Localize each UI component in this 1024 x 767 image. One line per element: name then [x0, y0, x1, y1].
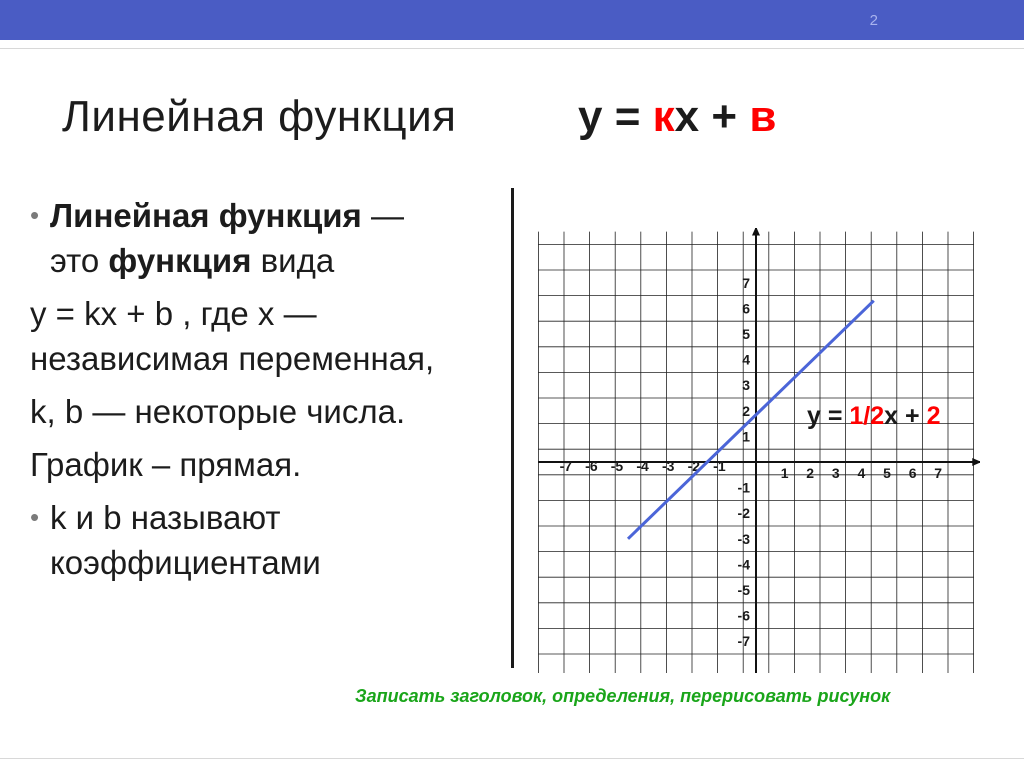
y-tick-label: -4	[737, 556, 750, 573]
x-tick-label: 2	[806, 465, 815, 481]
y-tick-label: -5	[737, 582, 750, 598]
formula-b: в	[749, 92, 777, 141]
formula-eq: =	[602, 92, 653, 141]
bullet-icon: •	[30, 502, 40, 532]
equation-plus: +	[898, 402, 927, 430]
line-chart	[530, 228, 980, 673]
y-tick-label: 6	[742, 300, 750, 317]
equation-y: y	[807, 402, 821, 430]
x-tick-label: 7	[934, 465, 943, 481]
equation-label	[807, 402, 940, 430]
instruction-note: Записать заголовок, определения, перерисовать рисунок	[355, 686, 891, 706]
y-tick-label: -7	[737, 633, 750, 650]
definition-of-form: вида	[251, 242, 335, 279]
x-tick-label: -4	[636, 458, 649, 474]
y-tick-label: 5	[742, 326, 750, 342]
y-tick-label: 4	[742, 351, 750, 368]
definition-this-is: это	[50, 242, 109, 279]
y-tick-label: -2	[737, 505, 750, 522]
equation-eq: =	[820, 402, 850, 430]
title-formula	[578, 92, 776, 142]
y-tick-label: 2	[742, 402, 750, 419]
definition-dash: —	[361, 197, 404, 234]
numbers-paragraph: k, b — некоторые числа.	[30, 393, 406, 430]
x-tick-label: -2	[687, 458, 701, 474]
x-tick-label: -6	[585, 458, 598, 474]
y-axis-arrow	[752, 228, 760, 235]
formula-paragraph: y = kx + b , где x — независимая переменная,	[30, 295, 435, 377]
definition-text	[30, 193, 500, 585]
definition-term: Линейная функция	[50, 197, 362, 234]
equation-b: 2	[926, 402, 941, 430]
frame-line-top	[0, 48, 1024, 49]
x-tick-label: -3	[661, 458, 675, 474]
formula-k: к	[652, 92, 675, 141]
x-axis-arrow	[972, 458, 980, 466]
x-tick-label: -5	[610, 458, 624, 474]
y-tick-label: 7	[742, 274, 750, 291]
frame-line-bottom	[0, 758, 1024, 759]
chart-axes	[538, 228, 980, 673]
slide-title: Линейная функция	[62, 92, 457, 141]
x-tick-label: -7	[559, 458, 573, 474]
definition-function-word: функция	[108, 242, 252, 279]
equation-x: x	[884, 402, 899, 430]
y-tick-label: 3	[742, 377, 750, 394]
bullet-icon: •	[30, 200, 40, 230]
x-tick-label: 4	[857, 465, 866, 481]
definition-paragraph	[30, 193, 500, 283]
y-tick-label: -6	[737, 607, 750, 624]
x-tick-label: -1	[713, 458, 726, 474]
coefficients-paragraph	[30, 495, 500, 585]
y-tick-label: -3	[737, 530, 750, 547]
vertical-divider	[511, 188, 514, 668]
formula-plus: +	[699, 92, 750, 141]
y-tick-label: 1	[742, 428, 750, 445]
formula-x: x	[674, 92, 700, 141]
x-tick-label: 1	[780, 465, 789, 481]
formula-y: y	[578, 92, 603, 141]
equation-k: 1/2	[849, 402, 885, 430]
graph-paragraph: График – прямая.	[30, 446, 302, 483]
coefficients-text: k и b называют коэффициентами	[50, 499, 321, 581]
page-number: 2	[869, 12, 878, 29]
x-tick-label: 5	[883, 465, 891, 481]
x-tick-label: 6	[908, 465, 917, 481]
y-tick-label: -1	[737, 479, 750, 496]
x-tick-label: 3	[831, 465, 840, 481]
